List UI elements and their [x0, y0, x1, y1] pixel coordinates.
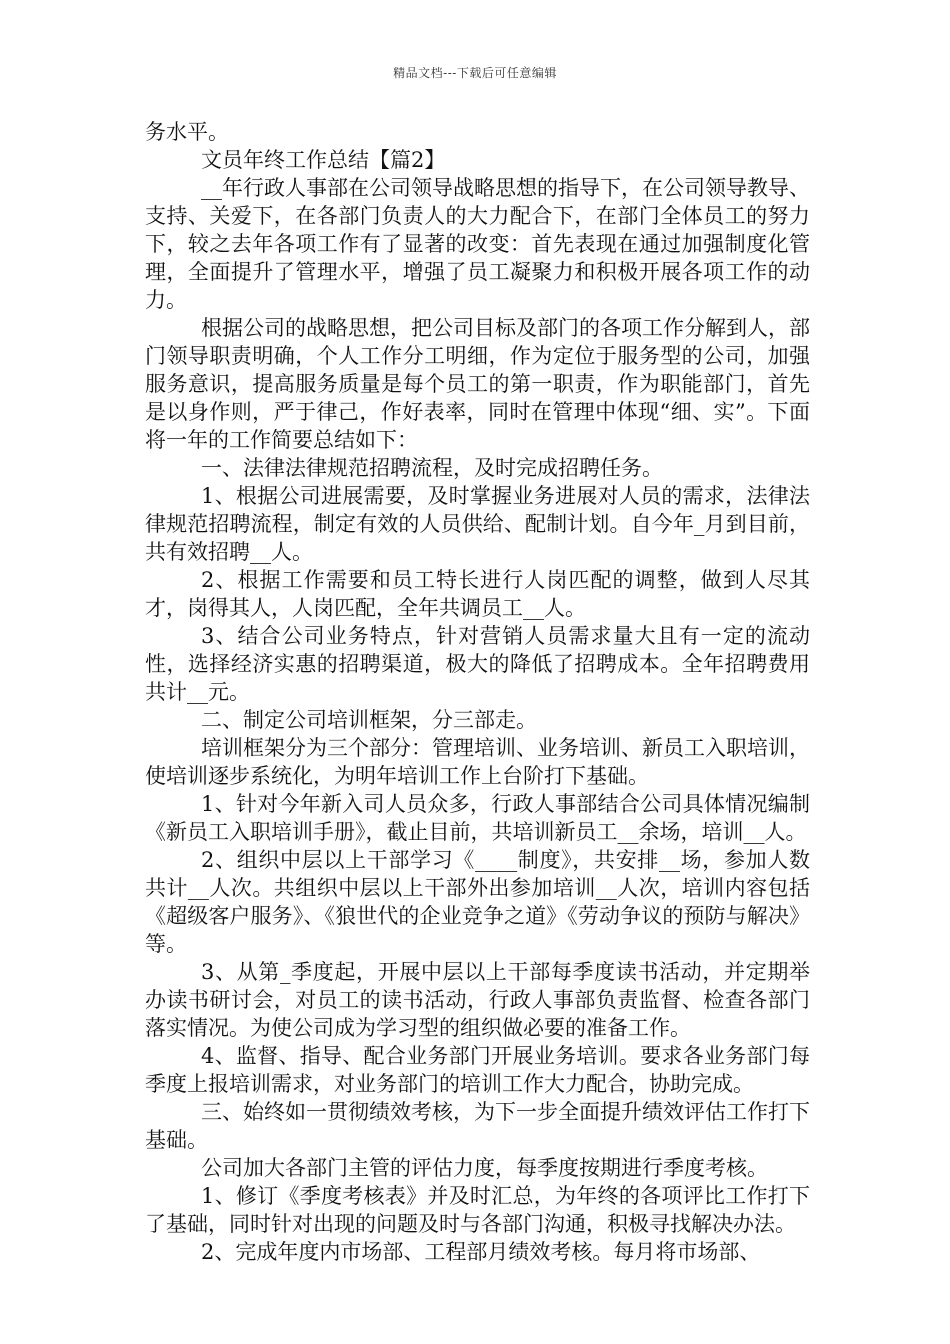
paragraph: 培训框架分为三个部分：管理培训、业务培训、新员工入职培训，使培训逐步系统化，为明年培训工作上台阶打下基础。: [145, 736, 810, 788]
paragraph: 2、完成年度内市场部、工程部月绩效考核。每月将市场部、: [201, 1240, 761, 1264]
paragraph: 2、组织中层以上干部学习《____制度》，共安排__场，参加人数共计__人次。共组织中层以上干部外出参加培训__人次，培训内容包括《超级客户服务》、《狼世代的企业竞争之道》《劳动争议的预防与解决》等。: [145, 848, 810, 956]
section-title: 文员年终工作总结【篇2】: [201, 148, 446, 172]
paragraph: 1、修订《季度考核表》并及时汇总，为年终的各项评比工作打下了基础，同时针对出现的问题及时与各部门沟通，积极寻找解决办法。: [145, 1184, 810, 1236]
section-heading: 二、制定公司培训框架，分三部走。: [201, 708, 537, 732]
paragraph: 4、监督、指导、配合业务部门开展业务培训。要求各业务部门每季度上报培训需求，对业务部门的培训工作大力配合，协助完成。: [145, 1044, 810, 1096]
document-body: [145, 118, 810, 1266]
paragraph: 务水平。: [145, 120, 229, 144]
page-header: 精品文档---下载后可任意编辑: [393, 66, 557, 80]
section-heading: 三、始终如一贯彻绩效考核，为下一步全面提升绩效评估工作打下基础。: [145, 1100, 810, 1152]
paragraph: 3、从第_季度起，开展中层以上干部每季度读书活动，并定期举办读书研讨会，对员工的读书活动，行政人事部负责监督、检查各部门落实情况。为使公司成为学习型的组织做必要的准备工作。: [145, 960, 810, 1040]
paragraph: 2、根据工作需要和员工特长进行人岗匹配的调整，做到人尽其才，岗得其人，人岗匹配，全年共调员工__人。: [145, 568, 810, 620]
section-heading: 一、法律法律规范招聘流程，及时完成招聘任务。: [201, 456, 663, 480]
paragraph: __年行政人事部在公司领导战略思想的指导下，在公司领导教导、支持、关爱下，在各部门负责人的大力配合下，在部门全体员工的努力下，较之去年各项工作有了显著的改变：首先表现在通过加强制度化管理，全面提升了管理水平，增强了员工凝聚力和积极开展各项工作的动力。: [145, 176, 810, 312]
paragraph: 3、结合公司业务特点，针对营销人员需求量大且有一定的流动性，选择经济实惠的招聘渠道，极大的降低了招聘成本。全年招聘费用共计__元。: [145, 624, 810, 704]
paragraph: 1、根据公司进展需要，及时掌握业务进展对人员的需求，法律法律规范招聘流程，制定有效的人员供给、配制计划。自今年_月到目前，共有效招聘__人。: [145, 484, 810, 564]
paragraph: 1、针对今年新入司人员众多，行政人事部结合公司具体情况编制《新员工入职培训手册》，截止目前，共培训新员工__余场，培训__人。: [145, 792, 810, 844]
paragraph: 公司加大各部门主管的评估力度，每季度按期进行季度考核。: [201, 1156, 768, 1180]
paragraph: 根据公司的战略思想，把公司目标及部门的各项工作分解到人，部门领导职责明确，个人工作分工明细，作为定位于服务型的公司，加强服务意识，提高服务质量是每个员工的第一职责，作为职能部门，首先是以身作则，严于律己，作好表率，同时在管理中体现“细、实”。下面将一年的工作简要总结如下：: [145, 316, 810, 452]
